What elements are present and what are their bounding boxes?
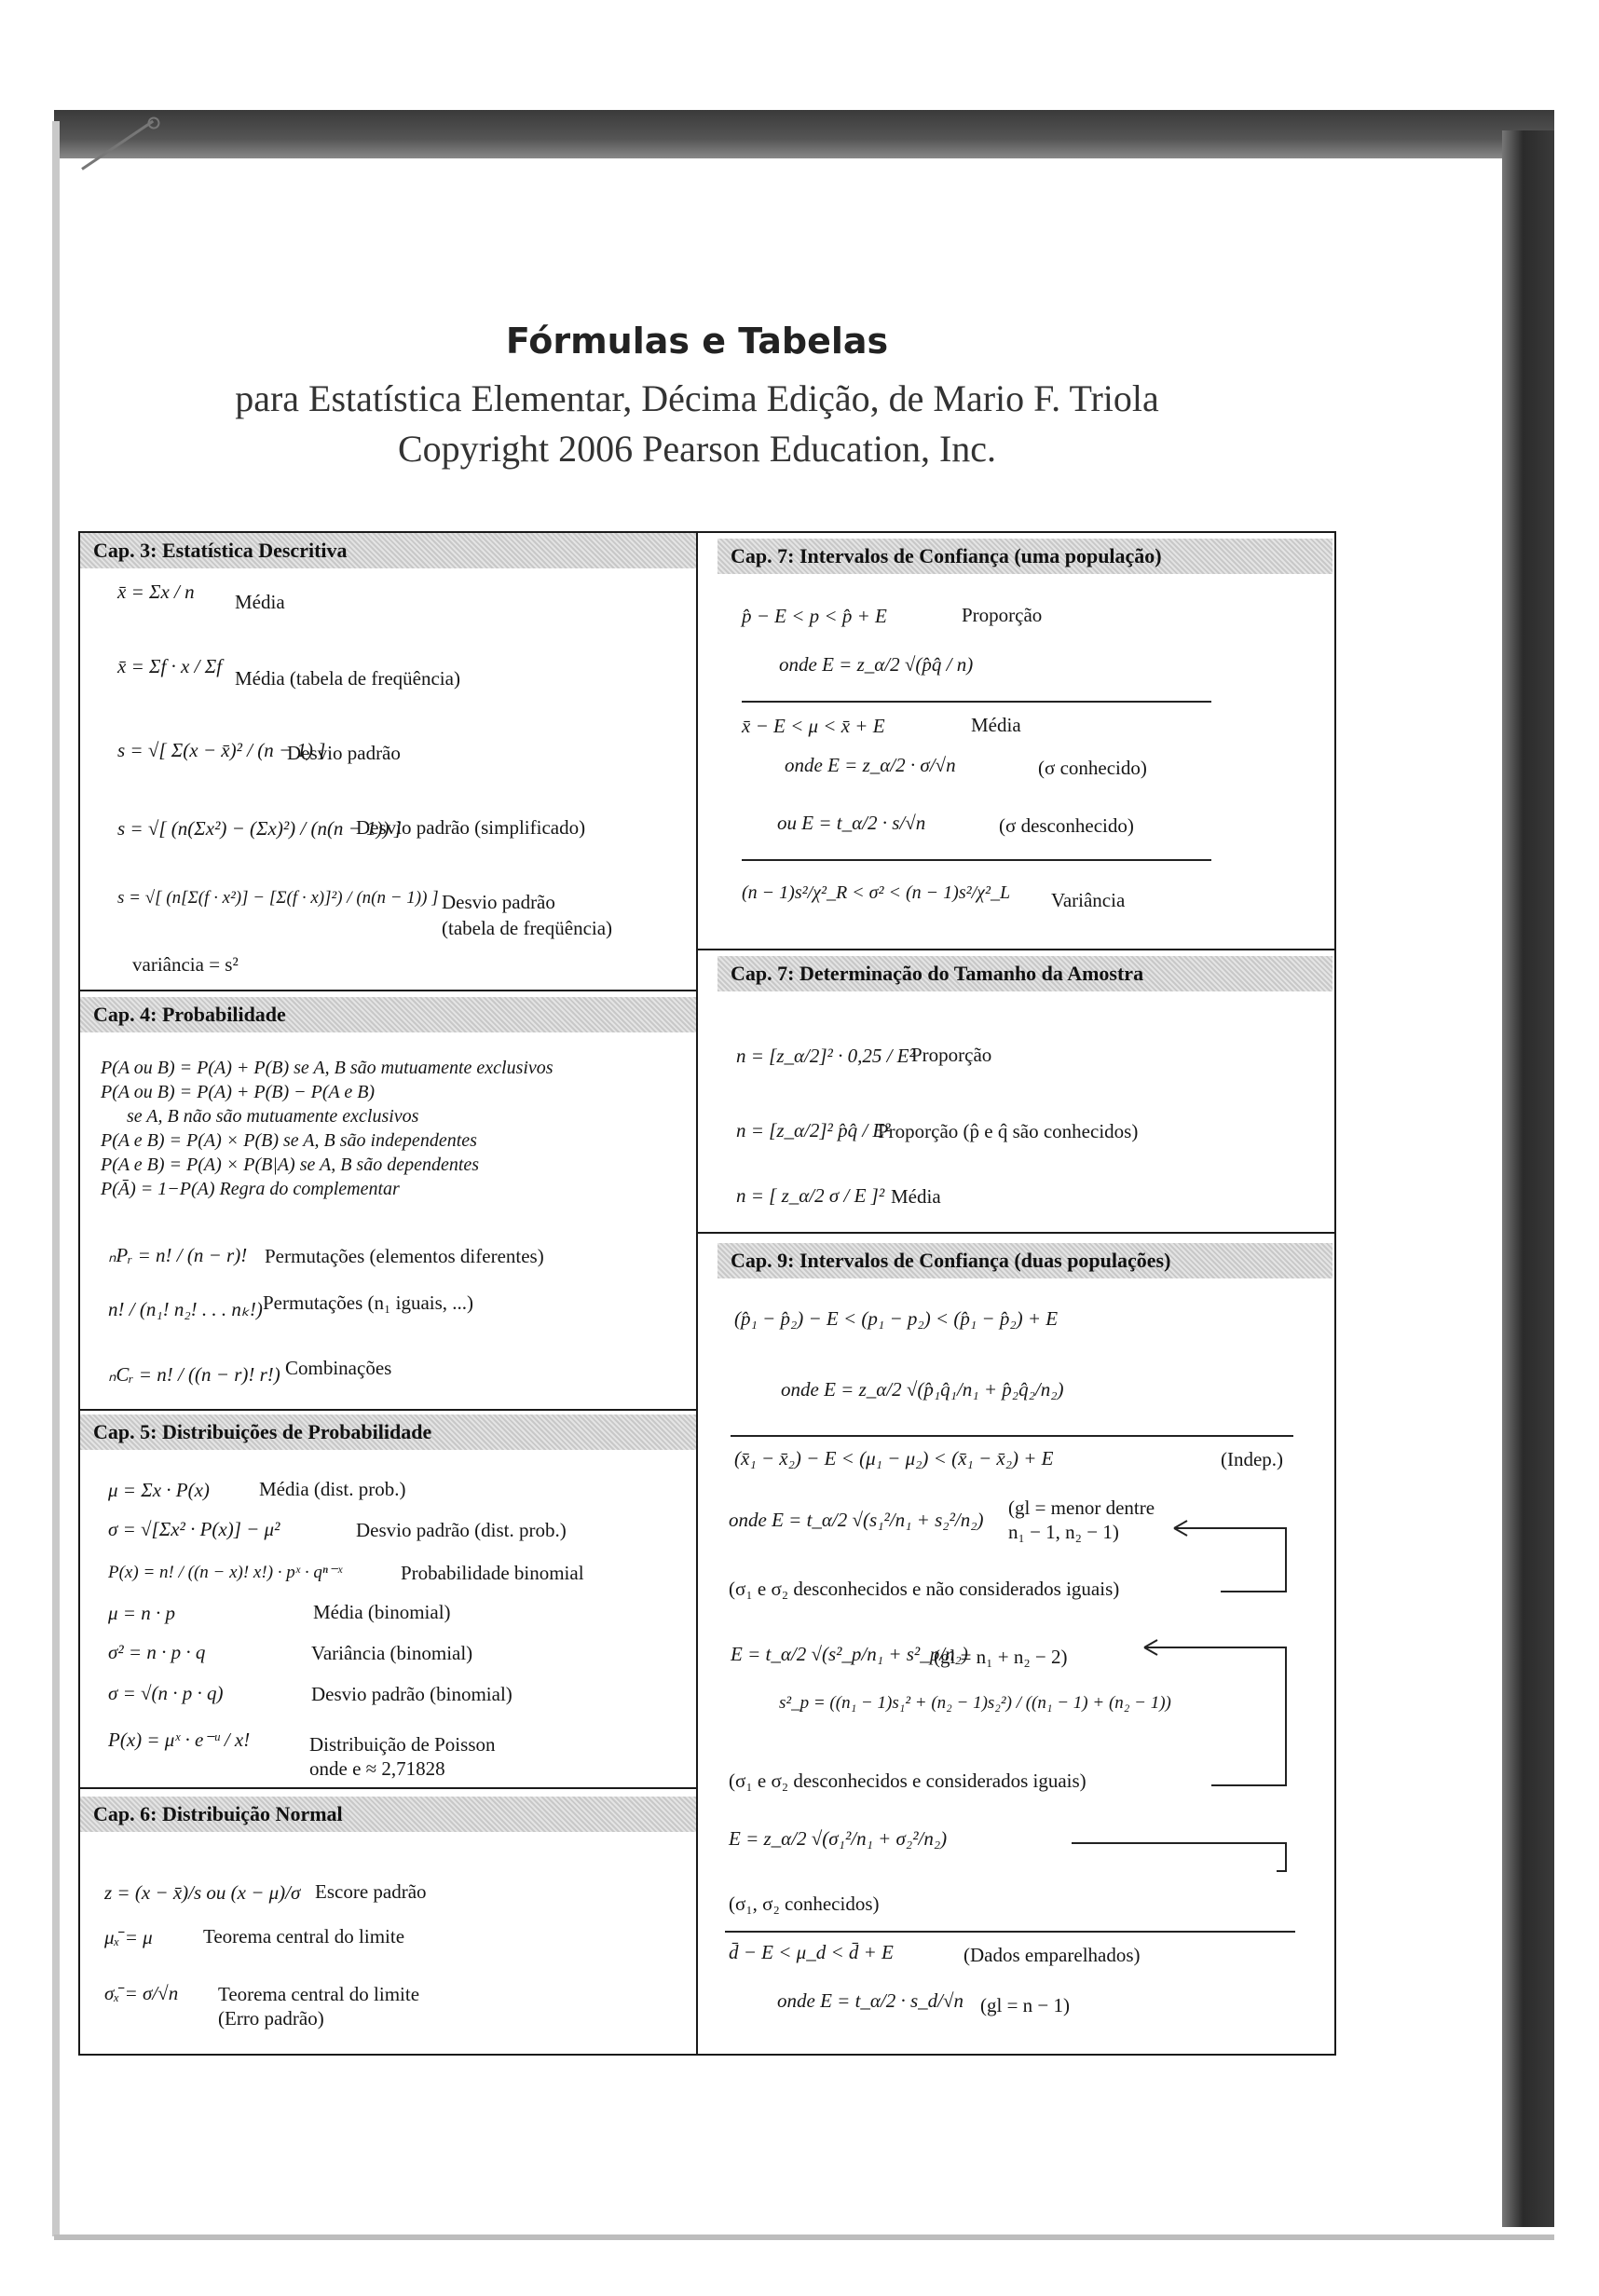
scan-shadow-right [1502,130,1554,2227]
label-permutations: Permutações (elementos diferentes) [265,1245,544,1267]
rule-ci-2 [742,859,1211,861]
formula-binomial-variance: σ² = n · p · q [108,1641,206,1663]
label-ci-proportion: Proporção [962,604,1043,626]
formula-poisson: P(x) = μˣ · e⁻ᵘ / x! [108,1729,251,1751]
section-header-cap7-sample-size: Cap. 7: Determinação do Tamanho da Amostra [718,956,1332,991]
formula-binomial: P(x) = n! / ((n − x)! x!) · pˣ · qⁿ⁻ˣ [108,1563,343,1582]
section-header-cap6: Cap. 6: Distribuição Normal [80,1797,696,1832]
formula-ci-variance: (n − 1)s²/χ²_R < σ² < (n − 1)s²/χ²_L [742,882,1011,903]
divider-cap7b-cap9 [696,1232,1334,1234]
label-std-dev: Desvio padrão [287,742,401,764]
document-subtitle: para Estatística Elementar, Décima Edição, de Mario F. Triola [235,377,1159,419]
divider-cap4-cap5 [78,1409,698,1411]
label-gl-pooled: (gl = n₁ + n₂ − 2) [934,1646,1068,1668]
label-poisson-e: onde e ≈ 2,71828 [309,1757,445,1780]
formula-n-mean: n = [ z_α/2 σ / E ]² [736,1184,885,1207]
formula-ci-two-means-error: onde E = t_α/2 √(s₁²/n₁ + s₂²/n₂) [729,1509,984,1531]
formula-n-proportion: n = [z_α/2]² · 0,25 / E² [736,1045,915,1067]
formula-std-dev-prob: σ = √[Σx² · P(x)] − μ² [108,1518,280,1540]
formula-n-proportion-known: n = [z_α/2]² p̂q̂ / E² [736,1119,891,1141]
section-header-cap9: Cap. 9: Intervalos de Confiança (duas populações) [718,1243,1332,1278]
formula-ci-paired-error: onde E = t_α/2 · s_d/√n [777,1989,964,2012]
label-n-mean: Média [891,1185,941,1208]
formula-pooled-error: E = t_α/2 √(s²_p/n₁ + s²_p/n₂) [731,1643,968,1665]
formula-mean-freq: x̄ = Σf · x / Σf [117,655,223,677]
label-n-proportion: Proporção [911,1044,992,1066]
rule-and-dependent: P(A e B) = P(A) × P(B|A) se A, B são dependentes [101,1155,480,1175]
label-combinations: Combinações [285,1357,392,1379]
label-gl-min-values: n₁ − 1, n₂ − 1) [1008,1521,1119,1543]
formula-ci-mean-t: ou E = t_α/2 · s/√n [777,812,926,834]
label-binomial-variance: Variância (binomial) [311,1642,473,1664]
rule-or-general-note: se A, B não são mutuamente exclusivos [127,1106,419,1127]
divider-cap5-cap6 [78,1787,698,1789]
rule-cap9-1 [731,1435,1293,1437]
label-std-dev-prob: Desvio padrão (dist. prob.) [356,1519,567,1541]
formula-binomial-std-dev: σ = √(n · p · q) [108,1682,224,1704]
formula-ci-paired: d̄ − E < μ_d < d̄ + E [729,1941,894,1963]
label-clt-std-error-note: (Erro padrão) [218,2007,324,2030]
label-ci-mean-sigma: (σ conhecido) [1038,757,1147,779]
document-copyright: Copyright 2006 Pearson Education, Inc. [397,428,997,470]
rule-cap9-2 [725,1931,1295,1933]
formula-ci-two-proportions: (p̂₁ − p̂₂) − E < (p₁ − p₂) < (p̂₁ − p̂₂) + E [734,1307,1059,1330]
label-std-dev-freq-note: (tabela de freqüência) [442,917,613,939]
column-divider [696,531,698,2054]
rule-or-general: P(A ou B) = P(A) + P(B) − P(A e B) [101,1082,376,1102]
label-std-dev-freq: Desvio padrão [442,891,555,913]
section-header-cap4: Cap. 4: Probabilidade [80,997,696,1032]
label-gl-min: (gl = menor dentre [1008,1496,1155,1519]
document-title: Fórmulas e Tabelas [505,321,889,362]
scan-shadow-top [54,110,1554,158]
formula-clt-mean: μₓ̄ = μ [104,1926,153,1948]
formula-std-dev-freq: s = √[ (n[Σ(f · x²)] − [Σ(f · x)]²) / (n(n − 1)) ] [117,888,439,908]
rule-complement: P(Ā) = 1−P(A) Regra do complementar [101,1179,400,1199]
formula-ci-two-proportions-error: onde E = z_α/2 √(p̂₁q̂₁/n₁ + p̂₂q̂₂/n₂) [781,1378,1064,1401]
label-clt-mean: Teorema central do limite [203,1925,405,1948]
formula-combinations: ₙCᵣ = n! / ((n − r)! r!) [108,1363,280,1386]
formula-binomial-mean: μ = n · p [108,1602,175,1624]
label-mean: Média [235,591,285,613]
label-gl-paired: (gl = n − 1) [980,1994,1071,2016]
label-ci-paired: (Dados emparelhados) [964,1944,1141,1966]
label-ci-mean-t: (σ desconhecido) [999,814,1134,837]
label-n-proportion-known: Proporção (p̂ e q̂ são conhecidos) [878,1120,1139,1142]
formula-ci-mean-sigma: onde E = z_α/2 · σ/√n [785,754,956,776]
label-permutations-repeat: Permutações (n₁ iguais, ...) [263,1292,474,1314]
label-poisson: Distribuição de Poisson [309,1733,496,1756]
formula-permutations: ₙPᵣ = n! / (n − r)! [108,1244,248,1266]
formula-ci-two-means: (x̄₁ − x̄₂) − E < (μ₁ − μ₂) < (x̄₁ − x̄₂) + E [734,1447,1054,1469]
formula-permutations-repeat: n! / (n₁! n₂! . . . nₖ!) [108,1298,263,1320]
scan-shadow-bottom [54,2234,1554,2240]
label-binomial: Probabilidade binomial [401,1562,584,1584]
section-header-cap7-confidence: Cap. 7: Intervalos de Confiança (uma população) [718,539,1332,574]
formula-mean: x̄ = Σx / n [117,581,195,603]
label-ci-two-means-indep: (Indep.) [1221,1448,1284,1470]
rule-and-independent: P(A e B) = P(A) × P(B) se A, B são independentes [101,1130,477,1151]
label-z-score: Escore padrão [315,1880,427,1903]
formula-pooled-variance: s²_p = ((n₁ − 1)s₁² + (n₂ − 1)s₂²) / ((n₁ − 1) + (n₂ − 1)) [779,1693,1171,1713]
label-binomial-mean: Média (binomial) [313,1601,451,1623]
formula-clt-std-error: σₓ̄ = σ/√n [104,1982,179,2004]
label-mean-freq: Média (tabela de freqüência) [235,667,460,690]
note-sigma-unknown-unequal: (σ₁ e σ₂ desconhecidos e não considerados iguais) [729,1578,1120,1600]
label-ci-variance: Variância [1051,889,1126,911]
label-mean-prob: Média (dist. prob.) [259,1478,406,1500]
formula-std-dev: s = √[ Σ(x − x̄)² / (n − 1) ] [117,739,326,761]
note-sigma-known: (σ₁, σ₂ conhecidos) [729,1893,880,1915]
section-header-cap3: Cap. 3: Estatística Descritiva [80,533,696,568]
label-clt-std-error: Teorema central do limite [218,1983,420,2005]
rule-ci-1 [742,701,1211,703]
variance-note: variância = s² [132,953,239,976]
formula-std-dev-simplified: s = √[ (n(Σx²) − (Σx)²) / (n(n − 1)) ] [117,817,403,840]
divider-cap3-cap4 [78,990,698,991]
formula-ci-proportion-error: onde E = z_α/2 √(p̂q̂ / n) [779,653,974,676]
formula-ci-sigma-known-error: E = z_α/2 √(σ₁²/n₁ + σ₂²/n₂) [729,1827,948,1850]
divider-cap7a-cap7b [696,949,1334,950]
formula-z-score: z = (x − x̄)/s ou (x − μ)/σ [104,1881,301,1904]
label-ci-mean: Média [971,714,1021,736]
formula-ci-mean: x̄ − E < μ < x̄ + E [742,715,885,737]
label-std-dev-simplified: Desvio padrão (simplificado) [356,816,586,839]
note-sigma-unknown-equal: (σ₁ e σ₂ desconhecidos e considerados iguais) [729,1770,1086,1792]
label-binomial-std-dev: Desvio padrão (binomial) [311,1683,512,1705]
formula-ci-proportion: p̂ − E < p < p̂ + E [742,605,887,627]
bracket-arrows [1072,1510,1295,1882]
rule-or-exclusive: P(A ou B) = P(A) + P(B) se A, B são mutuamente exclusivos [101,1058,554,1078]
section-header-cap5: Cap. 5: Distribuições de Probabilidade [80,1414,696,1450]
formula-mean-prob: μ = Σx · P(x) [108,1479,210,1501]
